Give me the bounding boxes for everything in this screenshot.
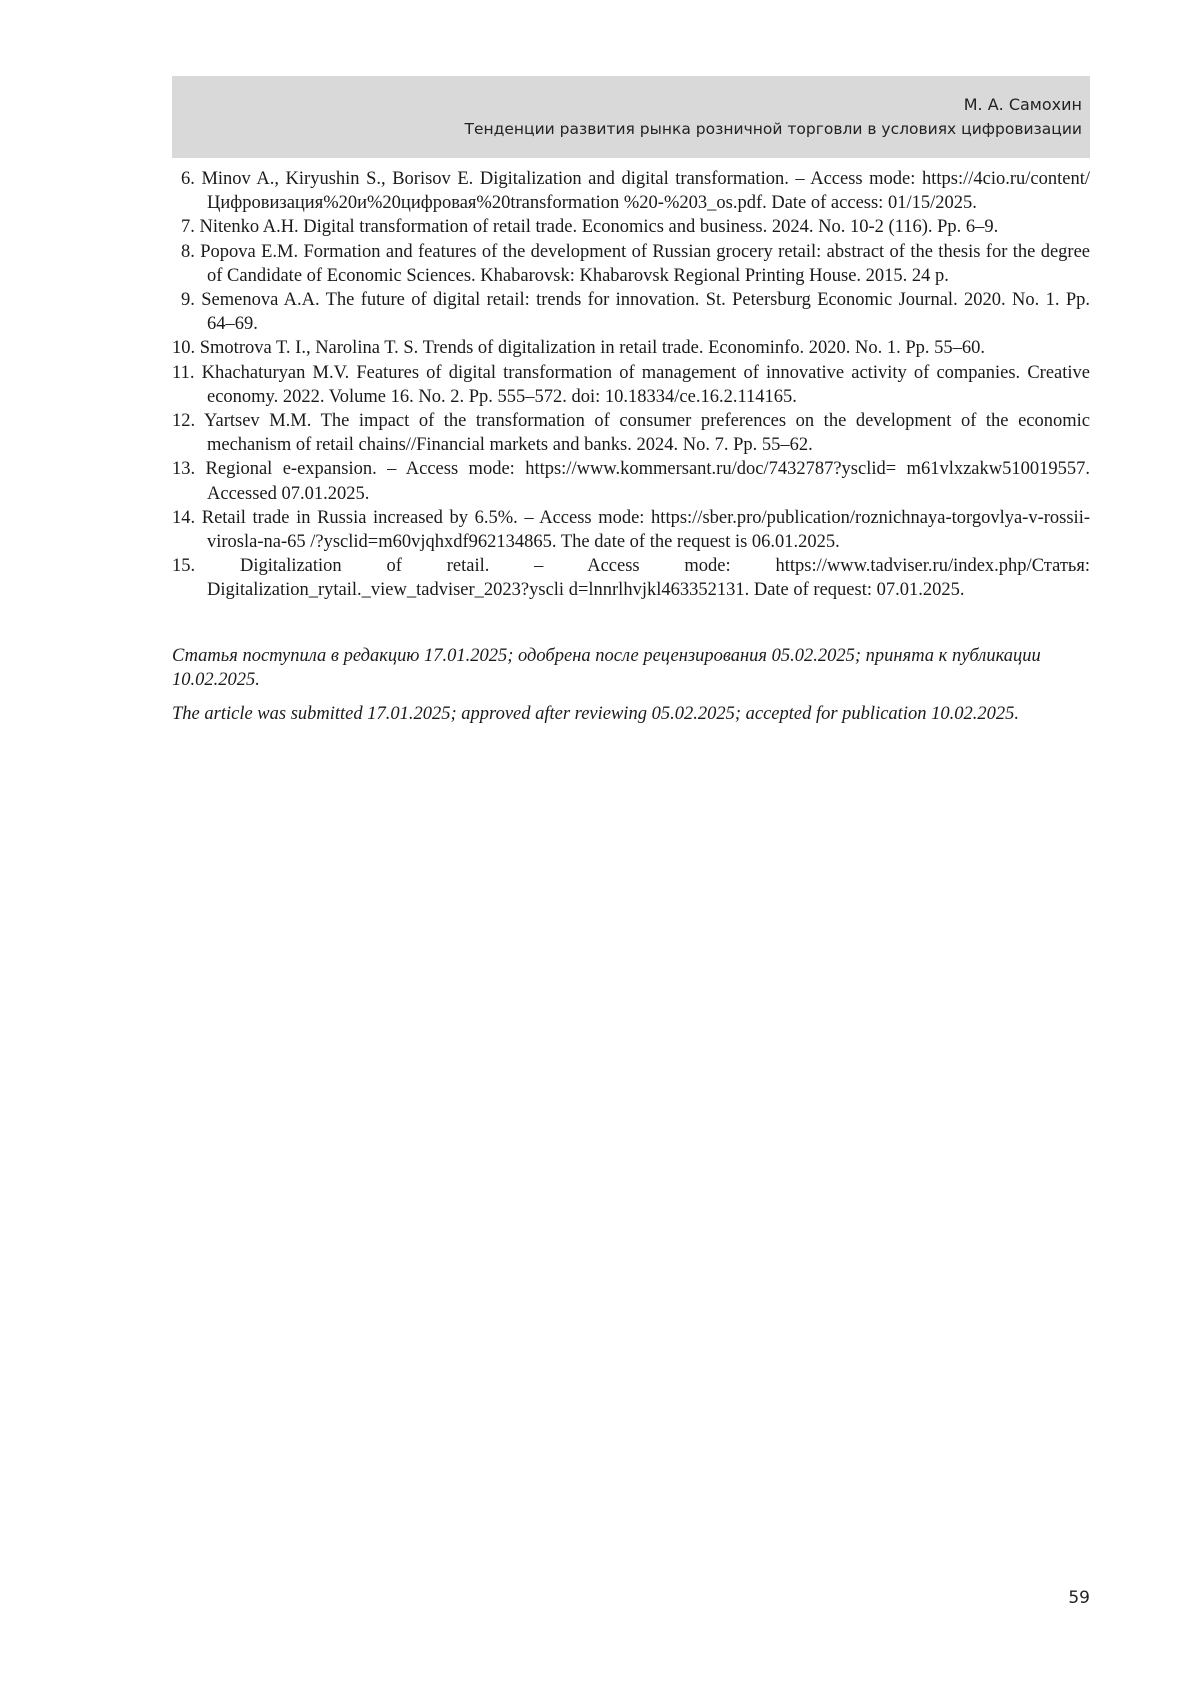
submission-note-russian: Статья поступила в редакцию 17.01.2025; одобрена после рецензирования 05.02.2025; принята к публикации 10.02.2025. [172,646,1041,691]
reference-text: Khachaturyan M.V. Features of digital transformation of management of innovative activity of companies. Creative economy. 2022. Volume 16. No. 2. Pp. 555–572. doi: 10.18334/ce.16.2.114165. [201,362,1091,407]
reference-number: 9. [181,290,195,311]
running-header [172,76,1090,158]
reference-item [172,167,1090,215]
reference-item [172,409,1090,457]
reference-text: Retail trade in Russia increased by 6.5%. – Access mode: https://sber.pro/publication/roznichnaya-torgovlya-v-rossii-virosla-na-65 /?ysclid=m60vjqhxdf962134865. The date of the request is 06.01.2025. [201,507,1090,553]
reference-text: Minov A., Kiryushin S., Borisov E. Digitalization and digital transformation. – Access mode: https://4cio.ru/content/Цифровизация%20и%20цифровая%20transformation %20-%203_os.pdf. Date of access: 01/15/2025. [201,169,1091,214]
reference-text: Smotrova T. I., Narolina T. S. Trends of digitalization in retail trade. Econominfo. 2020. No. 1. Pp. 55–60. [199,338,986,359]
reference-text: Nitenko A.H. Digital transformation of retail trade. Economics and business. 2024. No. 10-2 (116). Pp. 6–9. [199,217,999,238]
reference-item [172,288,1090,336]
reference-item [172,215,1090,239]
reference-list [172,167,1090,603]
page-number: 59 [1068,1588,1090,1608]
reference-text: Semenova A.A. The future of digital retail: trends for innovation. St. Petersburg Economic Journal. 2020. No. 1. Pp. 64–69. [201,290,1090,335]
reference-number: 11. [172,362,195,383]
reference-number: 6. [181,169,195,189]
reference-text: Yartsev M.M. The impact of the transformation of consumer preferences on the development of the economic mechanism of retail chains//Financial markets and banks. 2024. No. 7. Pp. 55–62. [204,411,1090,456]
reference-number: 13. [172,459,196,480]
reference-text: Popova E.M. Formation and features of the development of Russian grocery retail: abstract of the thesis for the degree of Candidate of Economic Sciences. Khabarovsk: Khabarovsk Regional Printing House. 2015. 24 p. [200,241,1091,286]
reference-number: 14. [172,507,196,528]
header-article-title: Тенденции развития рынка розничной торговли в условиях цифровизации [464,120,1082,138]
header-author: М. А. Самохин [963,95,1082,114]
reference-item [172,336,1090,360]
reference-number: 10. [172,338,196,359]
reference-item [172,240,1090,288]
submission-note-english: The article was submitted 17.01.2025; approved after reviewing 05.02.2025; accepted for publication 10.02.2025. [172,704,1019,724]
reference-number: 8. [181,241,195,262]
reference-text: Regional e-expansion. – Access mode: https://www.kommersant.ru/doc/7432787?ysclid= m61vlxzakw510019557. Accessed 07.01.2025. [205,459,1090,504]
reference-text: Digitalization of retail. – Access mode: https://www.tadviser.ru/index.php/Статья: Digitalization_rytail._view_tadviser_2023?yscli d=lnnrlhvjkl463352131. Date of request: 07.01.2025. [207,556,1091,601]
reference-item [172,506,1090,554]
reference-number: 7. [181,217,195,238]
reference-item [172,361,1090,409]
reference-number: 15. [172,556,196,577]
reference-item [172,554,1090,602]
reference-item [172,457,1090,505]
reference-number: 12. [172,411,196,432]
